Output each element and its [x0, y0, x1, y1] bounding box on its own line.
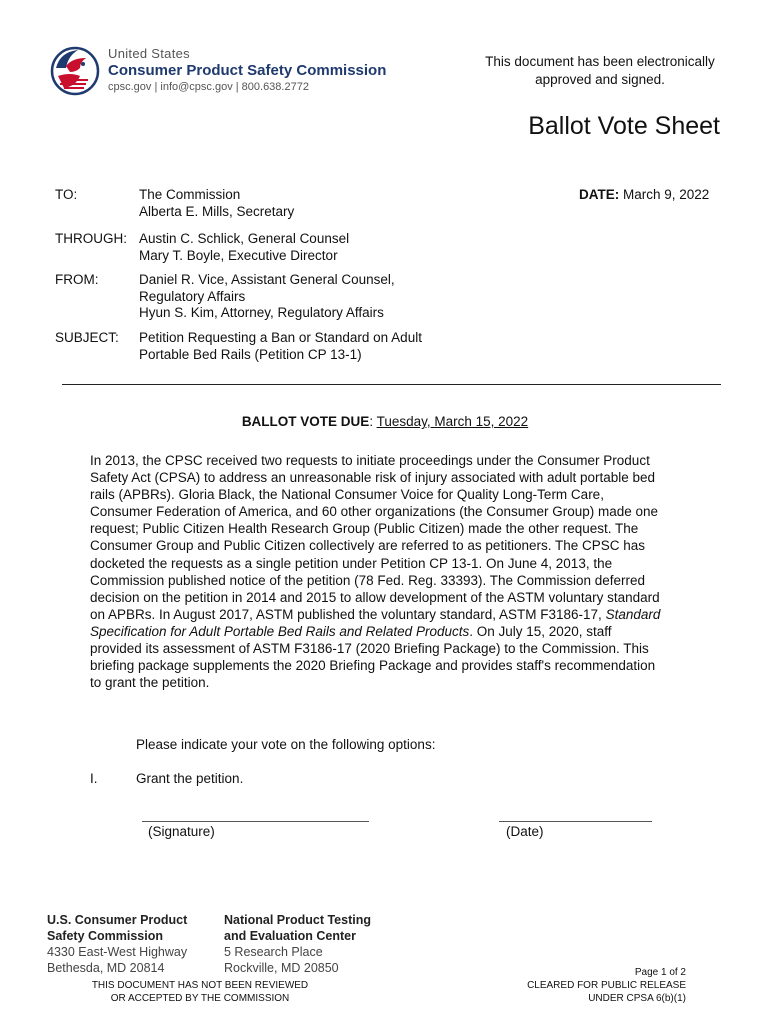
body-line: decision on the petition in 2014 and 2015 to allow development of the ASTM voluntary standard: [90, 589, 660, 605]
body-line: rails (APBRs). Gloria Black, the National Consumer Voice for Quality Long-Term Care,: [90, 487, 604, 503]
signed-notice-line: approved and signed.: [535, 72, 665, 87]
signature-line[interactable]: [142, 821, 369, 822]
page-title: Ballot Vote Sheet: [528, 112, 720, 140]
footer-address-hq: [47, 912, 187, 976]
through-line: Austin C. Schlick, General Counsel: [139, 231, 350, 246]
review-notice-line: OR ACCEPTED BY THE COMMISSION: [110, 993, 290, 1004]
through-label: THROUGH:: [55, 231, 127, 246]
to-line: Alberta E. Mills, Secretary: [139, 203, 295, 219]
signed-notice-line: This document has been electronically: [485, 54, 715, 69]
option-number: I.: [90, 771, 98, 786]
from-label: FROM:: [55, 272, 99, 287]
body-line: In 2013, the CPSC received two requests to initiate proceedings under the Consumer Product: [90, 453, 650, 468]
ballot-due-label: BALLOT VOTE DUE: [241, 414, 370, 429]
body-text-run: . On July 15, 2020, staff: [469, 623, 612, 639]
to-recipients: [139, 187, 294, 220]
through-recipients: [139, 231, 349, 264]
cpsc-eagle-logo-icon: [50, 46, 100, 96]
ballot-due-separator: :: [369, 414, 377, 429]
footer-line: National Product Testing: [224, 913, 371, 927]
footer-line: Bethesda, MD 20814: [47, 961, 165, 975]
release-notice-line: UNDER CPSA 6(b)(1): [588, 993, 686, 1004]
body-line: to grant the petition.: [90, 675, 210, 691]
body-line: docketed the requests as a single petition under Petition CP 13-1. On June 4, 2013, the: [90, 555, 613, 571]
page-number: Page 1 of 2: [634, 967, 686, 978]
standard-title-italic: Standard: [605, 606, 661, 622]
body-line: [90, 606, 690, 623]
memo-date: [579, 187, 709, 204]
signature-label: (Signature): [148, 824, 215, 839]
body-line: provided its assessment of ASTM F3186-17 (2020 Briefing Package) to the Commission. This: [90, 641, 649, 657]
footer-line: 5 Research Place: [224, 945, 323, 959]
org-name: Consumer Product Safety Commission: [108, 62, 387, 79]
footer-line: U.S. Consumer Product: [47, 913, 188, 927]
subject-label: SUBJECT:: [55, 330, 119, 345]
subject-text: [139, 330, 422, 363]
footer-line: 4330 East-West Highway: [47, 945, 188, 959]
to-label: TO:: [55, 187, 78, 202]
org-country: United States: [108, 46, 190, 61]
vote-instructions: Please indicate your vote on the following options:: [136, 737, 436, 752]
org-contact: cpsc.gov | info@cpsc.gov | 800.638.2772: [108, 81, 309, 93]
footer-line: Rockville, MD 20850: [224, 961, 339, 975]
date-value: March 9, 2022: [623, 187, 710, 202]
review-notice-line: THIS DOCUMENT HAS NOT BEEN REVIEWED: [91, 980, 309, 991]
date-label: DATE:: [579, 187, 620, 202]
body-text-run: on APBRs. In August 2017, ASTM published the voluntary standard, ASTM F3186-17,: [90, 606, 606, 622]
option-grant-petition: Grant the petition.: [136, 771, 244, 786]
from-line: Daniel R. Vice, Assistant General Counsel,: [139, 272, 395, 287]
review-notice: [80, 979, 320, 1005]
from-line: Hyun S. Kim, Attorney, Regulatory Affairs: [139, 305, 384, 320]
release-notice: [486, 979, 686, 1005]
body-line: Consumer Group and Public Citizen collectively are referred to as petitioners. The CPSC has: [90, 538, 646, 554]
date-field-label: (Date): [506, 824, 544, 839]
ballot-due-date: Tuesday, March 15, 2022: [376, 414, 529, 429]
ballot-vote-due: [0, 414, 770, 429]
subject-line: Portable Bed Rails (Petition CP 13-1): [139, 346, 362, 362]
body-line: Safety Act (CPSA) to address an unreasonable risk of injury associated with adult portable bed: [90, 470, 656, 486]
from-senders: [139, 272, 395, 322]
date-line[interactable]: [499, 821, 652, 822]
standard-title-italic: Specification for Adult Portable Bed Rails and Related Products: [90, 623, 470, 639]
body-line: Consumer Federation of America, and 60 other organizations (the Consumer Group) made one: [90, 504, 659, 520]
electronic-signature-notice: [470, 53, 730, 89]
body-line: briefing package supplements the 2020 Briefing Package and provides staff's recommendation: [90, 658, 656, 674]
release-notice-line: CLEARED FOR PUBLIC RELEASE: [527, 980, 686, 991]
footer-line: Safety Commission: [47, 929, 164, 943]
footer-line: and Evaluation Center: [224, 929, 356, 943]
footer-address-lab: [224, 912, 371, 976]
subject-line: Petition Requesting a Ban or Standard on Adult: [139, 330, 422, 345]
body-line: [90, 623, 690, 640]
to-line: The Commission: [139, 187, 241, 202]
body-paragraph: [90, 452, 690, 691]
from-line: Regulatory Affairs: [139, 288, 246, 304]
through-line: Mary T. Boyle, Executive Director: [139, 247, 338, 263]
body-line: request; Public Citizen Health Research Group (Public Citizen) made the other request. The: [90, 521, 639, 537]
header-divider: [62, 384, 721, 385]
body-line: Commission published notice of the petition (78 Fed. Reg. 33393). The Commission deferred: [90, 572, 646, 588]
